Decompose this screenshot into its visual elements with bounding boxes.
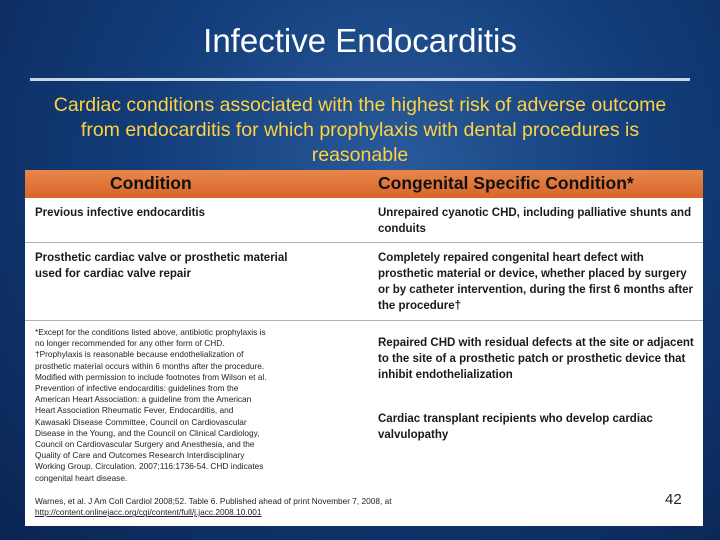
footnote-line: no longer recommended for any other form of CHD. — [35, 338, 225, 349]
conditions-table — [25, 170, 703, 526]
footnote — [35, 327, 353, 484]
footnote-line: Modified with permission to include footnotes from Wilson et al. — [35, 371, 267, 382]
row-divider — [25, 320, 703, 321]
footnote-line: Quality of Care and Outcomes Research Interdisciplinary — [35, 450, 245, 461]
right-cell-cardiac-transplant: Cardiac transplant recipients who develop cardiac valvulopathy — [378, 413, 653, 441]
table-header — [25, 170, 703, 198]
footnote-line: Council on Cardiovascular Surgery and Anesthesia, and the — [35, 439, 255, 450]
footnote-line: prosthetic material occurs within 6 months after the procedure. — [35, 360, 265, 371]
page-number: 42 — [665, 491, 682, 508]
reference — [35, 496, 495, 518]
footnote-line: Prevention of infective endocarditis: guidelines from the — [35, 383, 239, 394]
right-cell-unrepaired-cyanotic: Unrepaired cyanotic CHD, including palliative shunts and conduits — [378, 207, 692, 235]
title-divider — [30, 78, 690, 81]
footnote-line: Heart Association Rheumatic Fever, Endocarditis, and — [35, 405, 234, 416]
footnote-line: Disease in the Young, and the Council on Clinical Cardiology, — [35, 427, 260, 438]
footnote-line: *Except for the conditions listed above, antibiotic prophylaxis is — [35, 327, 266, 337]
footnote-line: American Heart Association: a guideline from the American — [35, 394, 252, 405]
header-congenital-condition: Congenital Specific Condition* — [378, 173, 634, 193]
footnote-line: Working Group. Circulation. 2007;116:1736-54. CHD indicates — [35, 461, 264, 472]
header-condition: Condition — [110, 173, 192, 193]
left-cell-previous-endocarditis: Previous infective endocarditis — [35, 207, 206, 219]
footnote-line: congenital heart disease. — [35, 472, 128, 483]
reference-citation: Warnes, et al. J Am Coll Cardiol 2008;52. Table 6. Published ahead of print November 7, 2008, at — [35, 496, 392, 506]
footnote-line: Kawasaki Disease Committee, Council on Cardiovascular — [35, 416, 247, 427]
reference-link[interactable]: http://content.onlinejacc.org/cgi/content/full/j.jacc.2008.10.001 — [35, 507, 262, 518]
slide-subtitle: Cardiac conditions associated with the highest risk of adverse outcome from endocarditis for which prophylaxis with dental procedures is reasonable — [53, 94, 667, 166]
row-divider — [25, 242, 703, 243]
left-cell-prosthetic-valve: Prosthetic cardiac valve or prosthetic material used for cardiac valve repair — [35, 252, 288, 280]
right-cell-residual-defects: Repaired CHD with residual defects at the site or adjacent to the site of a prosthetic patch or prosthetic device that inhibit endothelialization — [378, 337, 694, 381]
slide-title: Infective Endocarditis — [203, 22, 517, 59]
footnote-line: †Prophylaxis is reasonable because endothelialization of — [35, 349, 244, 360]
right-cell-completely-repaired: Completely repaired congenital heart defect with prosthetic material or device, whether placed by surgery or by catheter intervention, during the first 6 months after the procedure† — [378, 252, 694, 312]
